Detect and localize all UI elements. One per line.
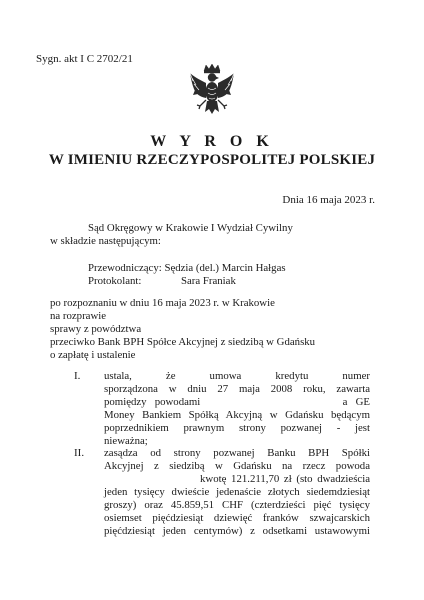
point-line: poprzednikiem prawnym strony pozwanej - jest — [104, 422, 370, 434]
case-signature: Sygn. akt I C 2702/21 — [36, 53, 133, 65]
judgment-title: W Y R O K — [150, 133, 274, 150]
hearing-type-line: na rozprawie — [50, 310, 107, 322]
clerk-name: Sara Franiak — [181, 275, 236, 287]
clerk-label: Protokolant: — [88, 275, 142, 287]
point-line: pięćdziesiąt jeden centymów) z odsetkami ustawowymi — [104, 525, 370, 537]
point-line: Money Bankiem Spółką Akcyjną w Gdańsku będącym — [104, 409, 370, 421]
point-line: pomiędzy powodami a GE — [104, 396, 370, 408]
point-line: groszy) oraz 45.859,51 CHF (czterdzieści pięć tysięcy — [104, 499, 370, 511]
point-line: nieważna; — [104, 435, 148, 447]
point-line: osiemset pięćdziesiąt dziewięć franków szwajcarskich — [104, 512, 370, 524]
claim-subject-line: o zapłatę i ustalenie — [50, 349, 136, 361]
court-composition-intro: w składzie następującym: — [50, 235, 161, 247]
point-line: kwotę 121.211,70 zł (sto dwadzieścia — [200, 473, 370, 485]
point-number: II. — [74, 447, 85, 459]
judgment-date: Dnia 16 maja 2023 r. — [282, 194, 375, 206]
presiding-judge: Przewodniczący: Sędzia (del.) Marcin Hałgas — [88, 262, 286, 274]
point-line: Akcyjnej z siedzibą w Gdańsku na rzecz powoda — [104, 460, 370, 472]
polish-eagle-emblem-icon — [188, 64, 236, 122]
defendant-line: przeciwko Bank BPH Spółce Akcyjnej z siedzibą w Gdańsku — [50, 336, 316, 348]
point-line: zasądza od strony pozwanej Banku BPH Spółki — [104, 447, 370, 459]
point-text — [104, 370, 370, 448]
point-line: jeden tysięcy dwieście jedenaście złotych siedemdziesiąt — [104, 486, 370, 498]
point-number: I. — [74, 370, 81, 382]
point-text — [104, 447, 370, 538]
point-line: ustala, że umowa kredytu numer — [104, 370, 370, 382]
court-name: Sąd Okręgowy w Krakowie I Wydział Cywilny — [88, 222, 293, 234]
judgment-subtitle: W IMIENIU RZECZYPOSPOLITEJ POLSKIEJ — [48, 152, 376, 168]
claimant-line: sprawy z powództwa — [50, 323, 142, 335]
point-line: sporządzona w dniu 27 maja 2008 roku, zawarta — [104, 383, 370, 395]
hearing-date-line: po rozpoznaniu w dniu 16 maja 2023 r. w Krakowie — [50, 297, 275, 309]
